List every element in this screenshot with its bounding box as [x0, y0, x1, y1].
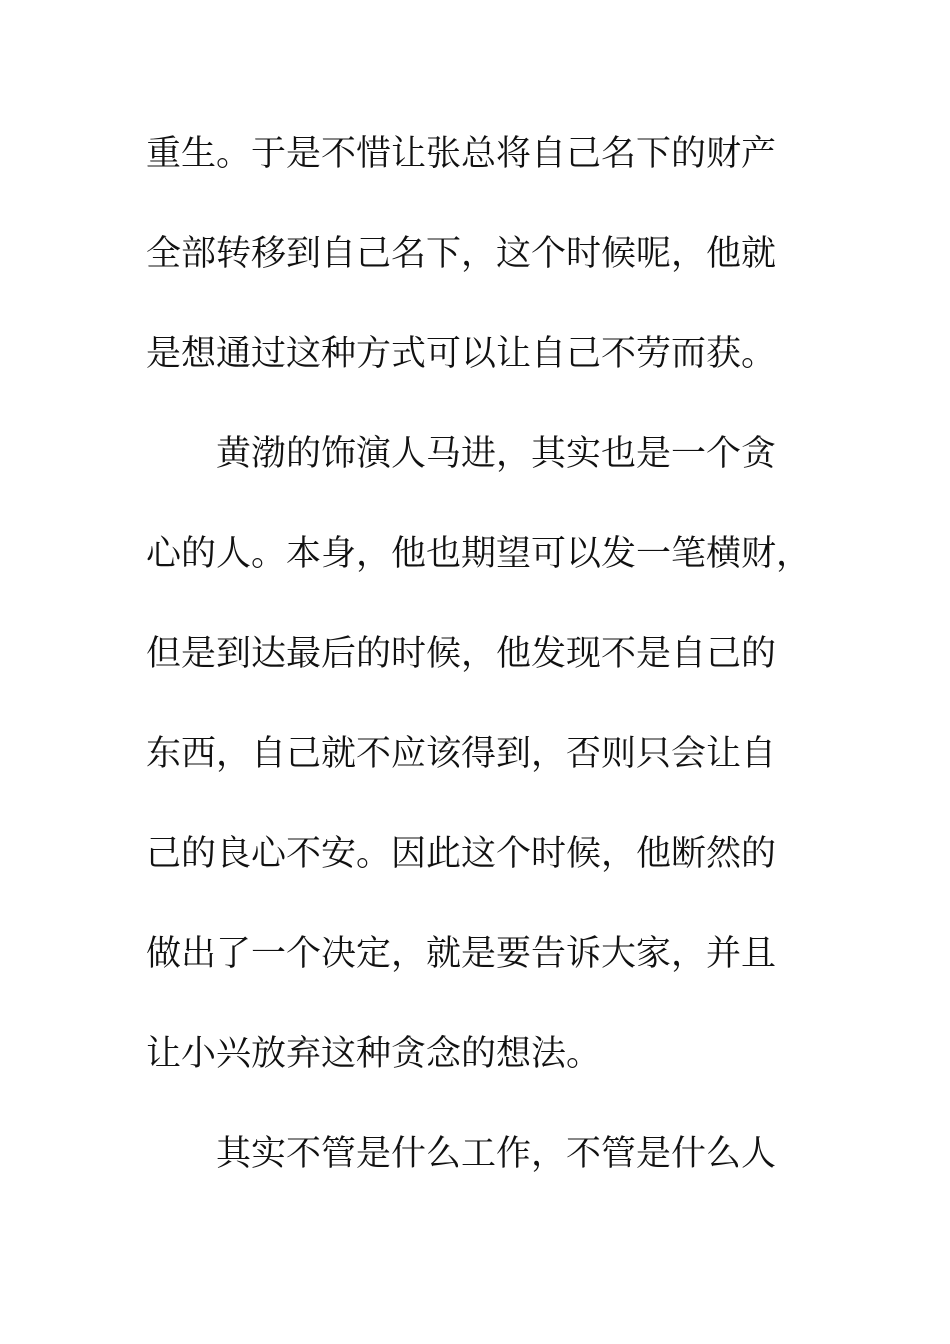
paragraph-start-line: 其实不管是什么工作，不管是什么人	[146, 1134, 777, 1174]
text-line: 让小兴放弃这种贪念的想法。	[146, 1034, 602, 1074]
text-line: 重生。于是不惜让张总将自己名下的财产	[146, 134, 777, 174]
paragraph-start-line: 黄渤的饰演人马进，其实也是一个贪	[146, 434, 777, 474]
text-line: 但是到达最后的时候，他发现不是自己的	[146, 634, 777, 674]
text-line: 己的良心不安。因此这个时候，他断然的	[146, 834, 777, 874]
text-line: 心的人。本身，他也期望可以发一笔横财，	[146, 534, 812, 574]
text-line: 是想通过这种方式可以让自己不劳而获。	[146, 334, 777, 374]
text-line: 全部转移到自己名下，这个时候呢，他就	[146, 234, 777, 274]
text-line: 做出了一个决定，就是要告诉大家，并且	[146, 934, 777, 974]
text-line: 东西，自己就不应该得到，否则只会让自	[146, 734, 777, 774]
